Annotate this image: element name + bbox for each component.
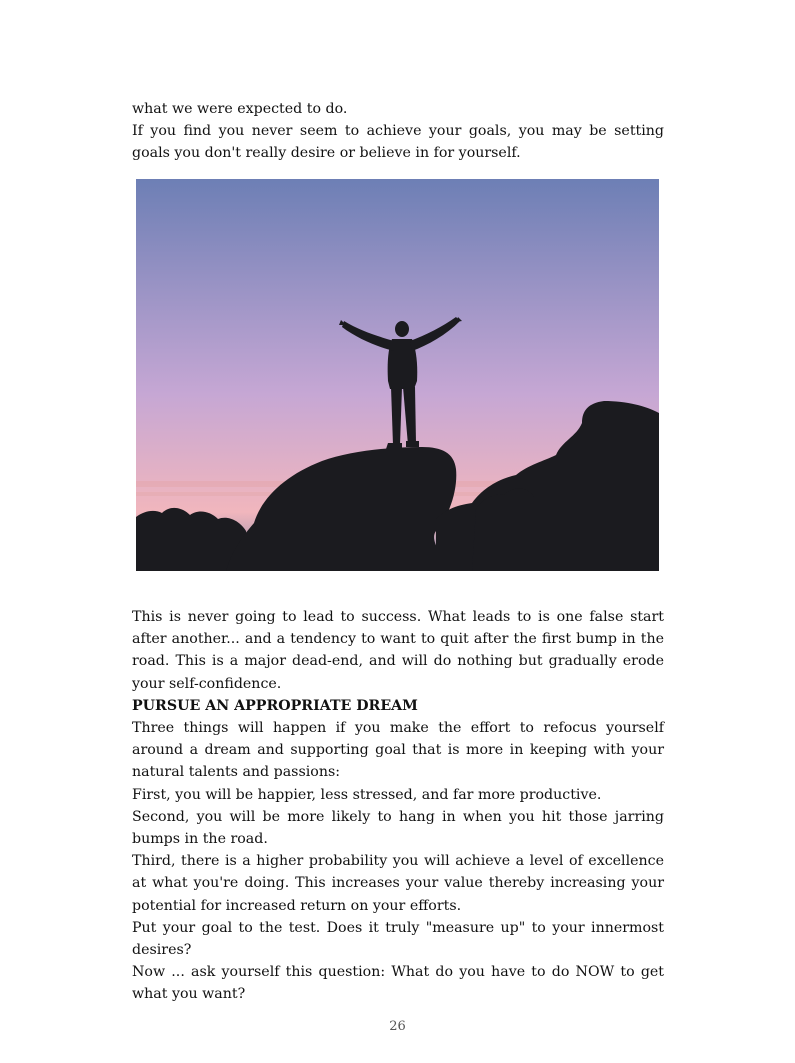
page-number: 26 — [389, 1019, 406, 1034]
paragraph-question: Now ... ask yourself this question: What do you have to do NOW to get what you want? — [132, 964, 664, 1003]
paragraph-goals: If you find you never seem to achieve your goals, you may be setting goals you don't really desire or believe in for yourself. — [132, 123, 664, 162]
paragraph-test: Put your goal to the test. Does it truly "measure up" to your innermost desires? — [132, 919, 664, 959]
person-on-rock-sunset-photo — [136, 179, 659, 571]
section-heading: PURSUE AN APPROPRIATE DREAM — [132, 697, 418, 714]
paragraph-intro: This is never going to lead to success. What leads to is one false start after another... and a tendency to want to quit after the first bump in the road. This is a major dead-end, and will do nothing but gradually erode your self-confidence. — [132, 609, 664, 692]
paragraph-second: Second, you will be more likely to hang in when you hit those jarring bumps in the road. — [132, 808, 664, 848]
paragraph-third: Third, there is a higher probability you will achieve a level of excellence at what you're doing. This increases your value thereby increasing your potential for increased return on your efforts. — [132, 853, 664, 914]
top-text-block — [132, 98, 664, 165]
bottom-text-block — [132, 606, 664, 1006]
paragraph-continuation: what we were expected to do. — [132, 101, 348, 117]
paragraph-three-things: Three things will happen if you make the effort to refocus yourself around a dream and supporting goal that is more in keeping with your natural talents and passions: — [132, 720, 664, 781]
paragraph-first: First, you will be happier, less stressed, and far more productive. — [132, 786, 602, 803]
